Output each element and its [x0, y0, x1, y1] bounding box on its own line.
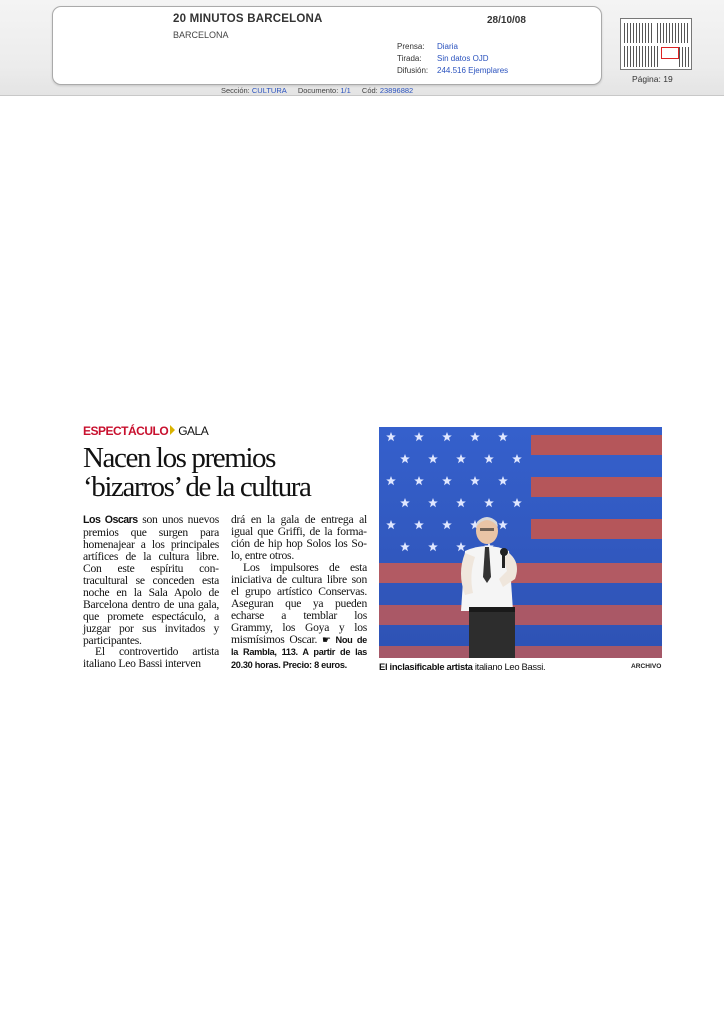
- flag-with-man-illustration: [379, 427, 662, 658]
- column-2-paragraph-1: drá en la gala de entrega al igual que Griffi, de la formación de hip hop Solos los Solo, entre otros.: [231, 513, 367, 562]
- article-headline: Nacen los premios ‘bizarros’ de la cultura: [83, 442, 311, 503]
- kicker-arrow-icon: [170, 425, 175, 435]
- meta-tirada-value: Sin datos OJD: [437, 54, 489, 63]
- kicker-main: ESPECTÁCULO: [83, 424, 169, 438]
- meta-difusion: [397, 66, 508, 75]
- section-info-line: [221, 86, 422, 95]
- seccion-value: CULTURA: [251, 86, 287, 95]
- column-1-paragraph-2: El controvertido artista italiano Leo Bassi interven: [83, 645, 219, 671]
- publication-city: BARCELONA: [173, 30, 229, 40]
- page-label: Página:: [632, 74, 661, 84]
- column-1-paragraph-1: [83, 514, 219, 646]
- article-column-2: [231, 514, 367, 672]
- meta-prensa-value: Diaria: [437, 42, 458, 51]
- publication-name: 20 MINUTOS BARCELONA: [173, 13, 323, 25]
- seccion-label: Sección:: [221, 86, 250, 95]
- caption-bold: El inclasificable artista: [379, 661, 473, 672]
- publication-info-box: [52, 6, 602, 85]
- meta-prensa-label: Prensa:: [397, 42, 425, 51]
- meta-tirada: [397, 54, 489, 63]
- article-highlight-box: [661, 47, 679, 59]
- meta-tirada-label: Tirada:: [397, 54, 422, 63]
- page-value: 19: [663, 74, 673, 84]
- cod-label: Cód:: [361, 86, 378, 95]
- event-info: Nou de la Rambla, 113. A partir de las 20.30 horas. Precio: 8 euros.: [231, 634, 367, 671]
- caption-rest: italiano Leo Bassi.: [472, 661, 546, 672]
- publication-date: 28/10/08: [487, 15, 526, 26]
- cod-value: 23896882: [379, 86, 414, 95]
- column-2-paragraph-2: [231, 562, 367, 673]
- article-kicker: [83, 424, 208, 438]
- documento-value: 1/1: [340, 86, 351, 95]
- meta-difusion-label: Difusión:: [397, 66, 429, 75]
- page-thumbnail[interactable]: [620, 18, 692, 70]
- photo-caption: [379, 661, 545, 672]
- meta-difusion-value: 244.516 Ejemplares: [437, 66, 509, 75]
- pointing-hand-icon: ☛: [321, 634, 331, 646]
- kicker-sub: GALA: [178, 424, 209, 438]
- photo-credit: ARCHIVO: [631, 663, 662, 670]
- article-column-1: [83, 514, 219, 670]
- documento-label: Documento:: [297, 86, 339, 95]
- page-number: [632, 74, 673, 84]
- column-1-text-1: son unos nuevos premios que surgen para homenajear a los principales artífices de la cultura libre. Con este espíritu contracultural se conceden esta noche en la Sala Apolo de Barcelona dentro de una gala, que promete espectáculo, a juzgar por sus invitados y participantes.: [83, 513, 219, 647]
- lead-bold: Los Oscars: [83, 514, 138, 526]
- article-photo: [379, 427, 662, 658]
- meta-prensa: [397, 42, 458, 51]
- column-2-text-2: Los impulsores de esta iniciativa de cultura libre son el grupo artístico Conservas. Aseguran que ya pueden echarse a temblar los Grammy, los Goya y los mismísimos Oscar.: [231, 560, 367, 646]
